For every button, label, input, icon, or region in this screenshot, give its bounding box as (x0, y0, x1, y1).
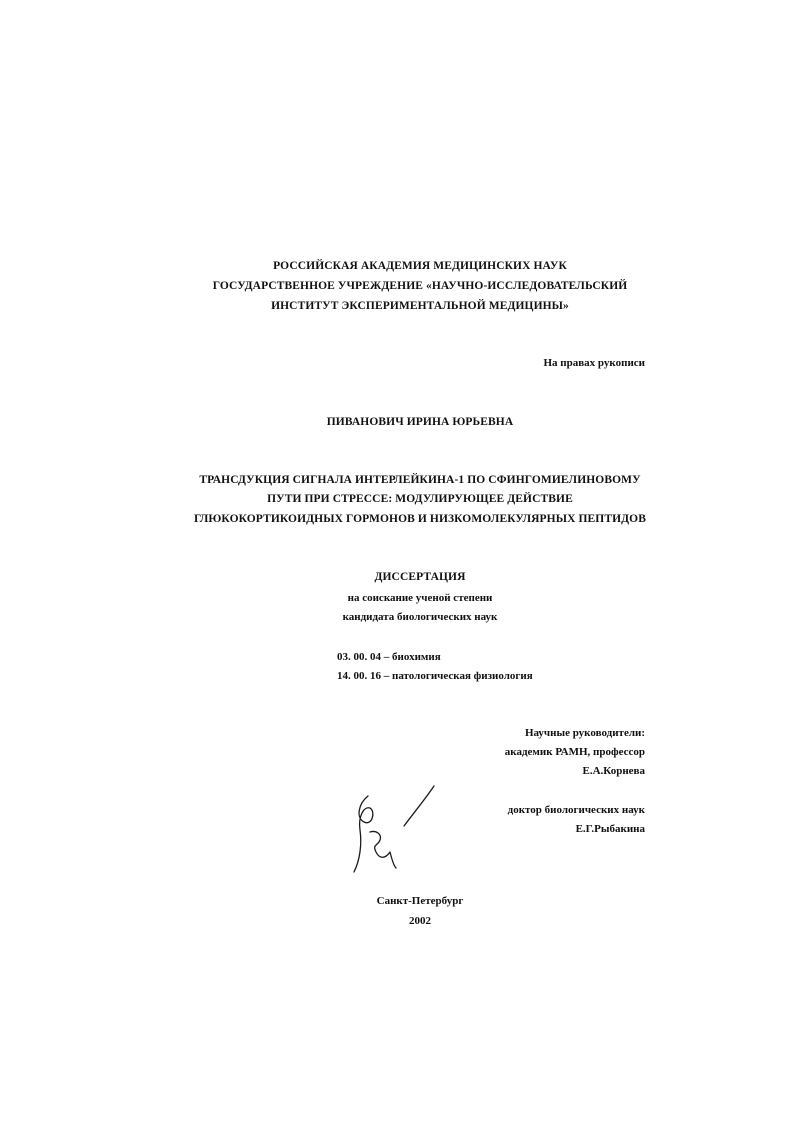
signature-image (346, 782, 442, 878)
institution-line-3: ИНСТИТУТ ЭКСПЕРИМЕНТАЛЬНОЙ МЕДИЦИНЫ» (271, 300, 569, 312)
signature-stroke-main (354, 796, 373, 872)
supervisors-heading: Научные руководители: (524, 727, 645, 739)
supervisor-1-title: академик РАМН, профессор (504, 746, 645, 758)
year: 2002 (409, 915, 431, 927)
degree-line-2: кандидата биологических наук (342, 611, 498, 623)
institution-line-2: ГОСУДАРСТВЕННОЕ УЧРЕЖДЕНИЕ «НАУЧНО-ИССЛЕДОВАТЕЛЬСКИЙ (212, 280, 628, 292)
thesis-title-line-1: ТРАНСДУКЦИЯ СИГНАЛА ИНТЕРЛЕЙКИНА-1 ПО СФИНГОМИЕЛИНОВОМУ (199, 474, 641, 486)
manuscript-note: На правах рукописи (543, 357, 645, 369)
thesis-title-line-3: ГЛЮКОКОРТИКОИДНЫХ ГОРМОНОВ И НИЗКОМОЛЕКУЛЯРНЫХ ПЕПТИДОВ (194, 513, 646, 525)
signature-stroke-tail (404, 786, 434, 826)
signature-stroke-loop (370, 831, 396, 868)
supervisor-2-title: доктор биологических наук (507, 804, 645, 816)
degree-type: ДИССЕРТАЦИЯ (374, 571, 466, 583)
specialty-2: 14. 00. 16 – патологическая физиология (337, 670, 533, 682)
supervisor-2-name: Е.Г.Рыбакина (575, 823, 645, 835)
degree-line-1: на соискание ученой степени (347, 592, 493, 604)
specialty-1: 03. 00. 04 – биохимия (337, 651, 441, 663)
author-name: ПИВАНОВИЧ ИРИНА ЮРЬЕВНА (326, 416, 514, 428)
supervisor-1-name: Е.А.Корнева (582, 765, 645, 777)
institution-line-1: РОССИЙСКАЯ АКАДЕМИЯ МЕДИЦИНСКИХ НАУК (273, 260, 567, 272)
thesis-title-line-2: ПУТИ ПРИ СТРЕССЕ: МОДУЛИРУЮЩЕЕ ДЕЙСТВИЕ (267, 493, 573, 505)
city: Санкт-Петербург (376, 895, 464, 907)
